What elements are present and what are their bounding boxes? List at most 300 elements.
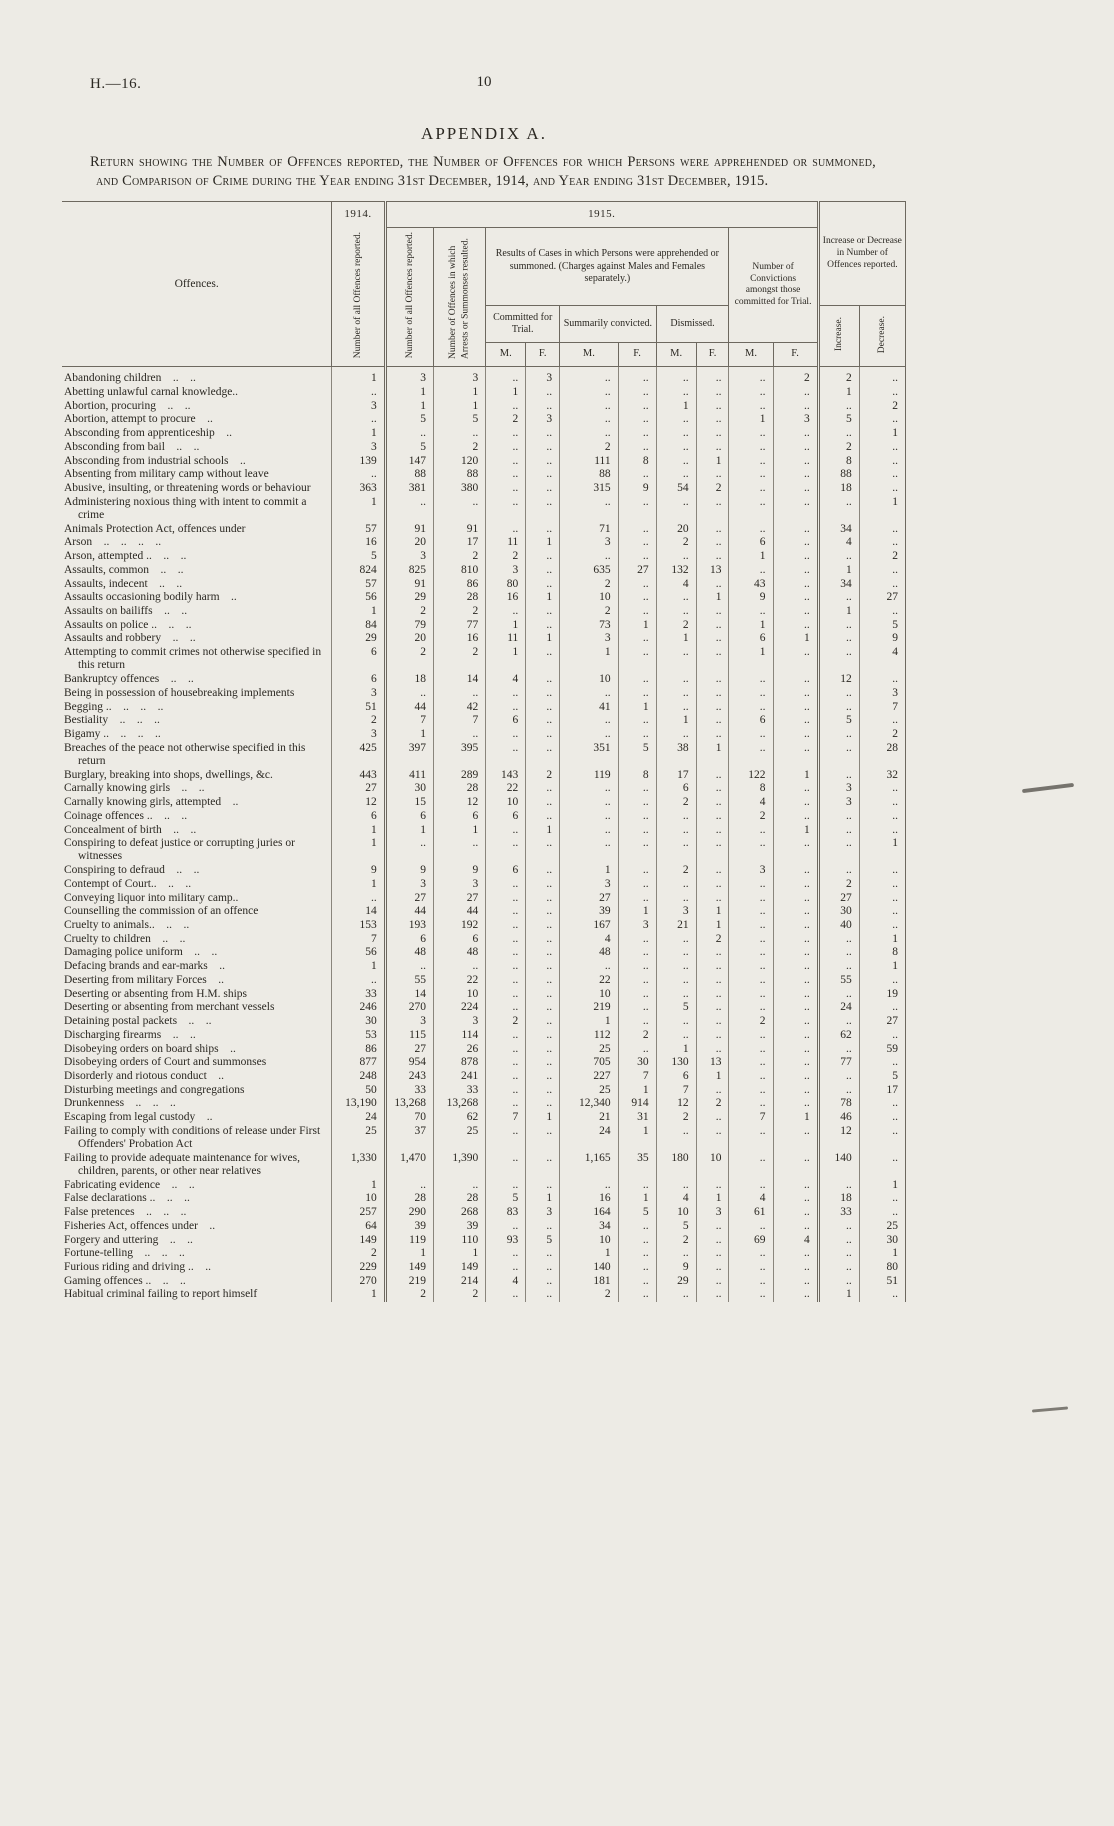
- value-cell: 3: [332, 400, 385, 414]
- value-cell: 8: [618, 769, 656, 783]
- value-cell: 27: [385, 1043, 433, 1057]
- value-cell: ..: [656, 728, 696, 742]
- value-cell: ..: [618, 386, 656, 400]
- value-cell: ..: [618, 728, 656, 742]
- col-header-decrease: [859, 306, 905, 367]
- value-cell: ..: [526, 1056, 560, 1070]
- offence-name: Being in possession of housebreaking implements: [64, 686, 295, 699]
- value-cell: 219: [385, 1275, 433, 1289]
- value-cell: 2: [433, 605, 485, 619]
- value-cell: 28: [385, 1192, 433, 1206]
- offence-name: Discharging firearms .. ..: [64, 1028, 196, 1041]
- value-cell: ..: [433, 1179, 485, 1193]
- value-cell: 15: [385, 796, 433, 810]
- value-cell: ..: [618, 427, 656, 441]
- value-cell: ..: [526, 646, 560, 673]
- value-cell: 30: [859, 1234, 905, 1248]
- value-cell: ..: [818, 1070, 859, 1084]
- value-cell: ..: [859, 864, 905, 878]
- value-cell: ..: [526, 1220, 560, 1234]
- value-cell: 132: [656, 564, 696, 578]
- handwritten-margin-mark: [1032, 1406, 1068, 1412]
- value-cell: ..: [618, 864, 656, 878]
- offence-name: Contempt of Court.. .. ..: [64, 877, 192, 890]
- value-cell: ..: [696, 864, 729, 878]
- value-cell: ..: [818, 591, 859, 605]
- value-cell: ..: [526, 1125, 560, 1152]
- value-cell: 84: [332, 619, 385, 633]
- value-cell: ..: [526, 810, 560, 824]
- value-cell: 12: [332, 796, 385, 810]
- value-cell: 227: [560, 1070, 618, 1084]
- value-cell: 2: [433, 646, 485, 673]
- value-cell: 11: [486, 632, 526, 646]
- value-cell: ..: [773, 974, 818, 988]
- value-cell: 3: [486, 564, 526, 578]
- value-cell: 914: [618, 1097, 656, 1111]
- value-cell: 86: [433, 578, 485, 592]
- value-cell: 18: [818, 1192, 859, 1206]
- value-cell: ..: [696, 578, 729, 592]
- value-cell: 10: [656, 1206, 696, 1220]
- value-cell: 2: [729, 1015, 773, 1029]
- value-cell: 122: [729, 769, 773, 783]
- value-cell: ..: [696, 1029, 729, 1043]
- col-header-1915-arrests: [433, 228, 485, 367]
- value-cell: ..: [486, 1070, 526, 1084]
- value-cell: ..: [656, 960, 696, 974]
- value-cell: 149: [385, 1261, 433, 1275]
- offence-name: Arson, attempted .. .. ..: [64, 550, 187, 563]
- value-cell: ..: [486, 427, 526, 441]
- value-cell: 5: [526, 1234, 560, 1248]
- table-row: [62, 714, 906, 728]
- value-cell: 32: [859, 769, 905, 783]
- value-cell: 43: [729, 578, 773, 592]
- offence-name: Assaults on police .. .. ..: [64, 618, 192, 631]
- table-row: [62, 919, 906, 933]
- value-cell: 2: [433, 441, 485, 455]
- value-cell: ..: [618, 960, 656, 974]
- value-cell: 30: [385, 782, 433, 796]
- value-cell: ..: [729, 455, 773, 469]
- value-cell: 11: [486, 536, 526, 550]
- value-cell: 2: [560, 1288, 618, 1302]
- value-cell: 29: [656, 1275, 696, 1289]
- value-cell: ..: [859, 386, 905, 400]
- value-cell: ..: [656, 496, 696, 523]
- value-cell: 1: [618, 1084, 656, 1098]
- value-cell: 19: [859, 988, 905, 1002]
- value-cell: ..: [486, 837, 526, 864]
- col-header-convictions-female: F.: [773, 343, 818, 367]
- value-cell: ..: [696, 400, 729, 414]
- value-cell: ..: [818, 1015, 859, 1029]
- value-cell: ..: [618, 878, 656, 892]
- col-header-year-1914: 1914.: [332, 202, 385, 228]
- value-cell: 6: [486, 714, 526, 728]
- value-cell: 10: [560, 1234, 618, 1248]
- value-cell: 10: [332, 1192, 385, 1206]
- value-cell: ..: [486, 933, 526, 947]
- value-cell: ..: [656, 441, 696, 455]
- value-cell: 180: [656, 1152, 696, 1179]
- col-header-dismissed: Dismissed.: [656, 306, 729, 343]
- table-row: [62, 1097, 906, 1111]
- offence-name: Fisheries Act, offences under ..: [64, 1219, 216, 1232]
- value-cell: ..: [859, 441, 905, 455]
- value-cell: ..: [618, 1220, 656, 1234]
- value-cell: 1: [818, 386, 859, 400]
- value-cell: ..: [618, 1247, 656, 1261]
- value-cell: ..: [773, 1247, 818, 1261]
- value-cell: 64: [332, 1220, 385, 1234]
- value-cell: ..: [818, 1043, 859, 1057]
- value-cell: 192: [433, 919, 485, 933]
- value-cell: ..: [618, 1015, 656, 1029]
- value-cell: ..: [385, 1179, 433, 1193]
- value-cell: ..: [560, 400, 618, 414]
- value-cell: 4: [859, 646, 905, 673]
- value-cell: ..: [729, 1056, 773, 1070]
- value-cell: 14: [385, 988, 433, 1002]
- value-cell: 4: [486, 1275, 526, 1289]
- value-cell: ..: [486, 1220, 526, 1234]
- value-cell: 3: [773, 413, 818, 427]
- value-cell: 443: [332, 769, 385, 783]
- value-cell: ..: [656, 468, 696, 482]
- offence-name: Administering noxious thing with intent to commit a crime: [64, 495, 307, 521]
- value-cell: ..: [818, 1179, 859, 1193]
- value-cell: 3: [385, 878, 433, 892]
- value-cell: 5: [859, 619, 905, 633]
- value-cell: ..: [773, 673, 818, 687]
- value-cell: ..: [773, 837, 818, 864]
- value-cell: 248: [332, 1070, 385, 1084]
- value-cell: 4: [656, 1192, 696, 1206]
- table-row: [62, 455, 906, 469]
- value-cell: 27: [560, 892, 618, 906]
- value-cell: 4: [773, 1234, 818, 1248]
- value-cell: ..: [729, 1125, 773, 1152]
- value-cell: 1: [618, 1192, 656, 1206]
- value-cell: ..: [773, 1179, 818, 1193]
- value-cell: ..: [773, 1056, 818, 1070]
- value-cell: ..: [526, 523, 560, 537]
- value-cell: ..: [618, 632, 656, 646]
- value-cell: 88: [560, 468, 618, 482]
- value-cell: 1: [385, 386, 433, 400]
- value-cell: 4: [729, 1192, 773, 1206]
- value-cell: 1: [385, 728, 433, 742]
- value-cell: 91: [385, 578, 433, 592]
- value-cell: ..: [526, 1288, 560, 1302]
- value-cell: 381: [385, 482, 433, 496]
- value-cell: ..: [729, 1070, 773, 1084]
- value-cell: ..: [696, 1234, 729, 1248]
- value-cell: 57: [332, 523, 385, 537]
- table-row: [62, 742, 906, 769]
- value-cell: 1: [385, 1247, 433, 1261]
- value-cell: ..: [656, 605, 696, 619]
- value-cell: 1,470: [385, 1152, 433, 1179]
- value-cell: ..: [526, 864, 560, 878]
- handwritten-margin-mark: [1022, 783, 1074, 793]
- table-row: [62, 1029, 906, 1043]
- value-cell: 22: [433, 974, 485, 988]
- offence-name: Deserting or absenting from H.M. ships: [64, 987, 248, 1000]
- value-cell: ..: [526, 427, 560, 441]
- value-cell: 31: [618, 1111, 656, 1125]
- value-cell: ..: [729, 878, 773, 892]
- value-cell: 91: [433, 523, 485, 537]
- value-cell: ..: [729, 687, 773, 701]
- table-row: [62, 1043, 906, 1057]
- value-cell: ..: [773, 1015, 818, 1029]
- value-cell: ..: [656, 1179, 696, 1193]
- value-cell: 3: [656, 905, 696, 919]
- value-cell: 6: [656, 782, 696, 796]
- value-cell: ..: [618, 988, 656, 1002]
- value-cell: ..: [729, 1043, 773, 1057]
- value-cell: 1: [656, 714, 696, 728]
- value-cell: 10: [560, 591, 618, 605]
- value-cell: 5: [618, 742, 656, 769]
- value-cell: 5: [332, 550, 385, 564]
- value-cell: ..: [656, 933, 696, 947]
- value-cell: 411: [385, 769, 433, 783]
- value-cell: ..: [773, 728, 818, 742]
- value-cell: 1: [332, 605, 385, 619]
- value-cell: 5: [385, 441, 433, 455]
- value-cell: 2: [385, 646, 433, 673]
- value-cell: ..: [696, 701, 729, 715]
- offence-name: Assaults, indecent .. ..: [64, 577, 183, 590]
- value-cell: 110: [433, 1234, 485, 1248]
- col-header-committed-for-trial: Committed for Trial.: [486, 306, 560, 343]
- value-cell: ..: [818, 400, 859, 414]
- value-cell: 705: [560, 1056, 618, 1070]
- table-row: [62, 619, 906, 633]
- value-cell: ..: [656, 974, 696, 988]
- value-cell: 1: [433, 1247, 485, 1261]
- value-cell: 3: [433, 367, 485, 386]
- value-cell: ..: [859, 536, 905, 550]
- value-cell: 7: [433, 714, 485, 728]
- value-cell: ..: [433, 728, 485, 742]
- value-cell: 1: [729, 619, 773, 633]
- value-cell: ..: [696, 892, 729, 906]
- value-cell: ..: [729, 482, 773, 496]
- value-cell: 111: [560, 455, 618, 469]
- value-cell: 6: [332, 646, 385, 673]
- value-cell: 4: [560, 933, 618, 947]
- value-cell: ..: [526, 796, 560, 810]
- offence-name: Damaging police uniform .. ..: [64, 946, 218, 959]
- offence-name: Animals Protection Act, offences under: [64, 522, 246, 535]
- value-cell: ..: [526, 905, 560, 919]
- value-cell: 1: [859, 496, 905, 523]
- value-cell: ..: [773, 714, 818, 728]
- value-cell: 34: [560, 1220, 618, 1234]
- value-cell: ..: [433, 837, 485, 864]
- value-cell: ..: [773, 619, 818, 633]
- value-cell: ..: [486, 701, 526, 715]
- table-row: [62, 905, 906, 919]
- value-cell: ..: [729, 564, 773, 578]
- value-cell: ..: [526, 1247, 560, 1261]
- value-cell: ..: [486, 1125, 526, 1152]
- value-cell: 130: [656, 1056, 696, 1070]
- value-cell: ..: [385, 687, 433, 701]
- offence-name: Gaming offences .. .. ..: [64, 1274, 186, 1287]
- value-cell: 246: [332, 1001, 385, 1015]
- value-cell: ..: [656, 687, 696, 701]
- value-cell: 33: [818, 1206, 859, 1220]
- table-row: [62, 892, 906, 906]
- value-cell: ..: [773, 878, 818, 892]
- value-cell: ..: [696, 386, 729, 400]
- value-cell: 1,330: [332, 1152, 385, 1179]
- offence-name: Escaping from legal custody ..: [64, 1111, 213, 1124]
- value-cell: ..: [818, 632, 859, 646]
- value-cell: 1: [560, 864, 618, 878]
- value-cell: 48: [560, 946, 618, 960]
- value-cell: ..: [729, 1261, 773, 1275]
- value-cell: ..: [526, 701, 560, 715]
- value-cell: ..: [433, 687, 485, 701]
- value-cell: 48: [385, 946, 433, 960]
- offence-name: Bankruptcy offences .. ..: [64, 673, 194, 686]
- offence-name: Assaults on bailiffs .. ..: [64, 605, 188, 617]
- value-cell: 1: [332, 824, 385, 838]
- value-cell: 270: [332, 1275, 385, 1289]
- value-cell: 2: [433, 550, 485, 564]
- value-cell: 80: [486, 578, 526, 592]
- value-cell: 86: [332, 1043, 385, 1057]
- value-cell: 112: [560, 1029, 618, 1043]
- value-cell: ..: [773, 1029, 818, 1043]
- value-cell: ..: [773, 496, 818, 523]
- value-cell: 2: [332, 714, 385, 728]
- value-cell: ..: [618, 400, 656, 414]
- value-cell: ..: [729, 468, 773, 482]
- value-cell: ..: [385, 496, 433, 523]
- value-cell: ..: [486, 605, 526, 619]
- value-cell: 1: [486, 386, 526, 400]
- value-cell: 5: [385, 413, 433, 427]
- table-row: [62, 988, 906, 1002]
- value-cell: 56: [332, 946, 385, 960]
- value-cell: 6: [656, 1070, 696, 1084]
- value-cell: 2: [818, 878, 859, 892]
- value-cell: ..: [818, 988, 859, 1002]
- value-cell: ..: [433, 496, 485, 523]
- col-header-summarily-male: M.: [560, 343, 618, 367]
- value-cell: ..: [859, 455, 905, 469]
- value-cell: ..: [618, 1288, 656, 1302]
- value-cell: ..: [560, 728, 618, 742]
- value-cell: ..: [656, 988, 696, 1002]
- table-row: [62, 837, 906, 864]
- value-cell: ..: [859, 1056, 905, 1070]
- value-cell: ..: [696, 728, 729, 742]
- value-cell: 1: [859, 933, 905, 947]
- value-cell: ..: [818, 701, 859, 715]
- value-cell: 1: [696, 742, 729, 769]
- value-cell: 20: [656, 523, 696, 537]
- value-cell: ..: [818, 960, 859, 974]
- value-cell: 3: [696, 1206, 729, 1220]
- value-cell: ..: [526, 1084, 560, 1098]
- table-row: [62, 1220, 906, 1234]
- value-cell: 2: [696, 933, 729, 947]
- appendix-subtitle: Return showing the Number of Offences reported, the Number of Offences for which Persons were apprehended or summoned, and Comparison of Crime during the Year ending 31st December, 1914, and Year ending 31st December, 1915.: [90, 154, 876, 189]
- value-cell: ..: [486, 1152, 526, 1179]
- value-cell: ..: [859, 782, 905, 796]
- value-cell: 1: [526, 1192, 560, 1206]
- value-cell: ..: [696, 988, 729, 1002]
- value-cell: ..: [729, 386, 773, 400]
- value-cell: ..: [618, 1261, 656, 1275]
- value-cell: 3: [332, 728, 385, 742]
- value-cell: 3: [618, 919, 656, 933]
- value-cell: ..: [526, 564, 560, 578]
- value-cell: ..: [859, 605, 905, 619]
- col-header-offences: Offences.: [62, 202, 332, 367]
- value-cell: ..: [773, 1097, 818, 1111]
- value-cell: ..: [433, 427, 485, 441]
- value-cell: 290: [385, 1206, 433, 1220]
- value-cell: 243: [385, 1070, 433, 1084]
- value-cell: 40: [818, 919, 859, 933]
- value-cell: 6: [729, 714, 773, 728]
- vertical-label: Decrease.: [877, 315, 888, 353]
- value-cell: 119: [560, 769, 618, 783]
- value-cell: ..: [773, 441, 818, 455]
- value-cell: ..: [729, 701, 773, 715]
- value-cell: ..: [818, 864, 859, 878]
- value-cell: 1: [618, 701, 656, 715]
- value-cell: 80: [859, 1261, 905, 1275]
- value-cell: 30: [618, 1056, 656, 1070]
- offence-name: Detaining postal packets .. ..: [64, 1015, 212, 1028]
- offence-name: False declarations .. .. ..: [64, 1192, 190, 1205]
- value-cell: ..: [560, 367, 618, 386]
- value-cell: ..: [773, 1206, 818, 1220]
- value-cell: 27: [859, 1015, 905, 1029]
- value-cell: ..: [859, 482, 905, 496]
- value-cell: ..: [773, 427, 818, 441]
- value-cell: ..: [656, 413, 696, 427]
- value-cell: 33: [385, 1084, 433, 1098]
- value-cell: ..: [729, 728, 773, 742]
- value-cell: 10: [560, 988, 618, 1002]
- value-cell: 46: [818, 1111, 859, 1125]
- value-cell: ..: [696, 1001, 729, 1015]
- value-cell: 1: [332, 367, 385, 386]
- value-cell: 1: [486, 646, 526, 673]
- value-cell: ..: [773, 1125, 818, 1152]
- value-cell: 1: [656, 400, 696, 414]
- value-cell: 2: [656, 796, 696, 810]
- value-cell: 3: [385, 1015, 433, 1029]
- value-cell: ..: [773, 605, 818, 619]
- value-cell: 10: [433, 988, 485, 1002]
- value-cell: ..: [656, 427, 696, 441]
- value-cell: 9: [385, 864, 433, 878]
- value-cell: ..: [486, 468, 526, 482]
